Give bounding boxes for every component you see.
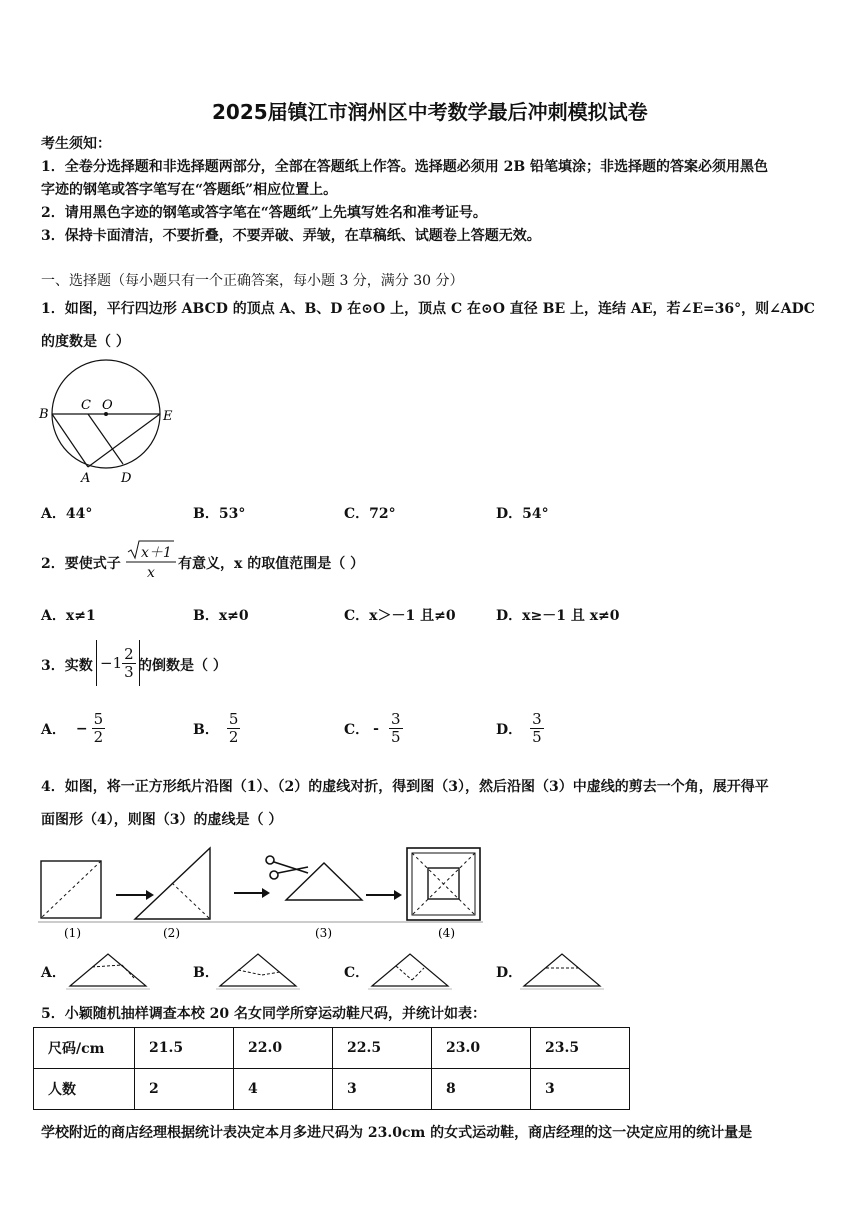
q4-option-c-figure [368,948,452,994]
q3-option-d-fraction [530,711,544,746]
q4-option-d-label: D． [496,965,523,981]
q3-abs-denominator: 3 [124,662,134,681]
q3-option-a-den: 2 [93,728,104,746]
table-cell: 23.5 [531,1028,630,1069]
q3-option-d-label: D． [496,721,523,738]
q1-label-c: C [81,398,91,413]
q1-option-b: B．53° [193,506,246,522]
q4-stem-line1: 4．如图，将一正方形纸片沿图（1）、（2）的虚线对折，得到图（3），然后沿图（3）中虚线的剪去一个角，展开得平 [41,779,769,795]
q3-option-a-fraction [92,711,106,746]
q5-size-table [33,1027,630,1110]
table-cell: 3 [531,1069,630,1110]
q1-label-a: A [81,471,91,486]
q3-option-b-fraction [227,711,241,746]
q1-label-e: E [163,409,173,424]
q3-option-c-label: C． [344,721,370,738]
notice-line-2: 2．请用黑色字迹的钢笔或答字笔在“答题纸”上先填写姓名和准考证号。 [41,205,487,221]
q3-option-d [496,711,544,746]
q2-radicand: x＋1 [141,545,172,561]
section-heading: 一、选择题（每小题只有一个正确答案，每小题 3 分，满分 30 分） [41,273,464,289]
q3-option-c [344,711,403,746]
q1-option-a: A．44° [41,506,93,522]
q3-option-b [193,711,240,746]
q3-absolute-value [96,640,140,686]
q1-circle-figure [36,356,186,492]
q4-fig-label-3: (3) [315,926,332,940]
q2-suffix: 有意义，x 的取值范围是（ ） [178,556,365,572]
table-cell: 3 [333,1069,432,1110]
q2-option-c: C．x＞－1 且≠0 [344,608,456,624]
q3-suffix: 的倒数是（ ） [138,658,227,674]
q5-stem-line1: 5．小颖随机抽样调查本校 20 名女同学所穿运动鞋尺码，并统计如表： [41,1006,486,1022]
q1-label-o: O [102,398,113,413]
q1-stem-line1: 1．如图，平行四边形 ABCD 的顶点 A、B、D 在⊙O 上，顶点 C 在⊙O 直径 BE 上，连结 AE，若∠E=36°，则∠ADC [41,301,815,317]
q4-option-d-figure [520,948,604,994]
q1-label-d: D [121,471,132,486]
q3-option-d-den: 5 [532,728,542,746]
table-cell: 4 [234,1069,333,1110]
q3-option-b-num: 5 [228,710,239,728]
q2-option-d: D．x≥－1 且 x≠0 [496,608,620,624]
q2-option-a: A．x≠1 [41,608,96,624]
notice-line-1b: 字迹的钢笔或答字笔写在“答题纸”相应位置上。 [41,182,338,198]
q4-fig-label-2: (2) [163,926,180,940]
q3-option-c-num: 3 [390,710,401,728]
table-row [34,1069,630,1110]
q3-option-d-num: 3 [532,710,542,728]
q4-folding-figure [38,843,488,947]
q4-stem-line2: 面图形（4），则图（3）的虚线是（ ） [41,812,283,828]
table-cell: 尺码/cm [34,1028,135,1069]
q4-option-b-label: B． [193,965,219,981]
q1-option-d: D．54° [496,506,549,522]
q1-label-b: B [39,407,49,422]
notice-line-1a: 1．全卷分选择题和非选择题两部分，全部在答题纸上作答。选择题必须用 2B 铅笔填涂；非选择题的答案必须用黑色 [41,159,769,175]
page-title: 2025届镇江市润州区中考数学最后冲刺模拟试卷 [212,100,648,124]
q3-option-c-sign: - [373,720,379,737]
q1-stem-line2: 的度数是（ ） [41,334,130,350]
q3-option-c-fraction [389,711,403,746]
q4-option-a-label: A． [41,965,66,981]
q3-abs-sign: −1 [100,654,123,672]
q3-option-a-num: 5 [93,710,104,728]
table-cell: 21.5 [135,1028,234,1069]
table-row [34,1028,630,1069]
q2-option-b: B．x≠0 [193,608,249,624]
q3-option-a-label: A． [41,721,66,738]
q2-denominator: x [147,565,155,581]
q2-fraction [126,538,176,584]
q4-option-b-figure [216,948,300,994]
q2-prefix: 2．要使式子 [41,556,121,572]
table-cell: 2 [135,1069,234,1110]
q3-abs-fraction [122,646,136,681]
notice-line-3: 3．保持卡面清洁，不要折叠，不要弄破、弄皱，在草稿纸、试题卷上答题无效。 [41,228,541,244]
q4-option-a-figure [66,948,150,994]
q3-prefix: 3．实数 [41,658,93,674]
q3-option-a [41,711,105,746]
q4-option-c-label: C． [344,965,370,981]
q3-option-c-den: 5 [390,728,401,746]
q4-fig-label-1: (1) [64,926,81,940]
q3-option-b-label: B． [193,721,219,738]
table-cell: 22.5 [333,1028,432,1069]
table-cell: 8 [432,1069,531,1110]
table-cell: 22.0 [234,1028,333,1069]
notice-heading: 考生须知： [41,136,111,152]
table-cell: 人数 [34,1069,135,1110]
q5-stem-line2: 学校附近的商店经理根据统计表决定本月多进尺码为 23.0cm 的女式运动鞋，商店经理的这一决定应用的统计量是 [41,1125,753,1141]
q4-fig-label-4: (4) [438,926,455,940]
q3-abs-numerator: 2 [124,644,134,663]
table-cell: 23.0 [432,1028,531,1069]
q1-option-c: C．72° [344,506,396,522]
q3-option-b-den: 2 [228,728,239,746]
q3-option-a-sign: − [75,720,88,737]
